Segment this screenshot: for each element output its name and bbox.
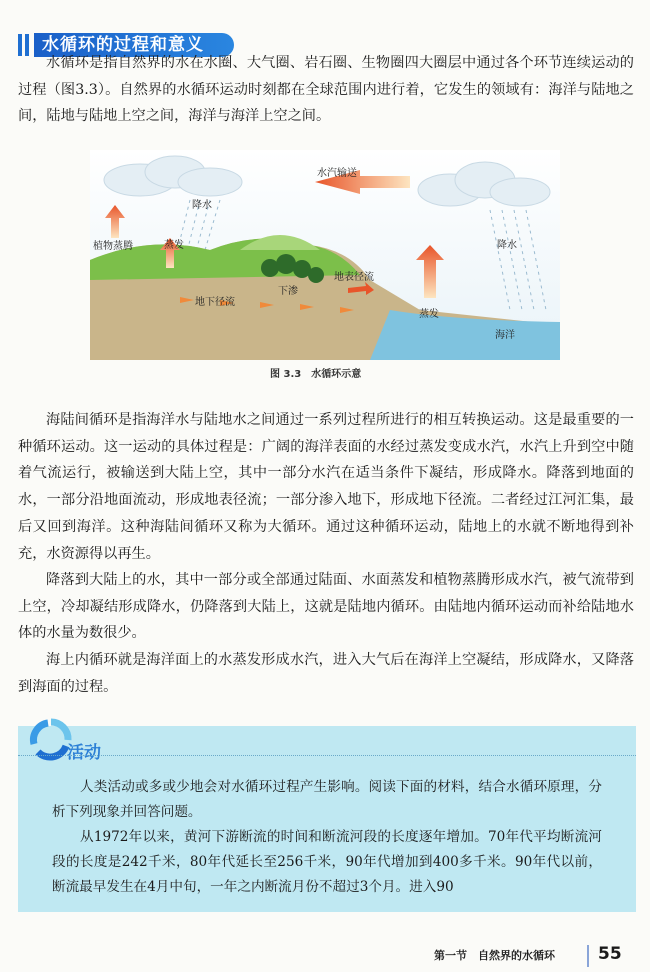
dotted-divider [18,755,636,756]
label-surface-runoff: 地表径流 [334,272,374,283]
label-evaporation-land: 蒸发 [164,240,184,251]
paragraph-land-cycle: 降落到大陆上的水，其中一部分或全部通过陆面、水面蒸发和植物蒸腾形成水汽，被气流带到上空，冷却凝结形成降水，仍降落到大陆上，这就是陆地内循环。由陆地内循环运动而补给陆地水体的水量为数很少。 [18,572,634,642]
label-infiltration: 下渗 [278,286,298,297]
paragraph-intro: 水循环是指自然界的水在水圈、大气圈、岩石圈、生物圈四大圈层中通过各个环节连续运动的过程（图3.3）。自然界的水循环运动时刻都在全球范围内进行着，它发生的领域有：海洋与陆地之间，陆地与陆地上空之间，海洋与海洋上空之间。 [18,55,634,125]
activity-paragraph-intro: 人类活动或多或少地会对水循环过程产生影响。阅读下面的材料，结合水循环原理，分析下列现象并回答问题。 [52,779,602,820]
label-vapor-transport: 水汽输送 [317,168,357,179]
activity-paragraph-yellow-river: 从1972年以来，黄河下游断流的时间和断流河段的长度逐年增加。70年代平均断流河段的长度是242千米，80年代延长至256千米，90年代增加到400多千米。90年代以前，断流最早发生在4月中旬，一年之内断流月份不超过3个月。进入90 [52,829,602,895]
label-evaporation-sea: 蒸发 [419,309,439,320]
label-precipitation-sea: 降水 [497,240,517,251]
label-precipitation-land: 降水 [192,200,212,211]
activity-title: 活动 [67,743,101,763]
paragraph-sea-land-cycle: 海陆间循环是指海洋水与陆地水之间通过一系列过程所进行的相互转换运动。这是最重要的一种循环运动。这一运动的具体过程是：广阔的海洋表面的水经过蒸发变成水汽，水汽上升到空中随着气流运行，被输送到大陆上空，其中一部分水汽在适当条件下凝结，形成降水。降落到地面的水，一部分沿地面流动，形成地表径流；一部分渗入地下，形成地下径流。二者经过江河汇集，最后又回到海洋。这种海陆间循环又称为大循环。通过这种循环运动，陆地上的水就不断地得到补充，水资源得以再生。 [18,412,634,562]
water-cycle-figure [90,150,560,360]
page-number: 55 [598,944,622,964]
figure-caption: 图 3.3 水循环示意 [270,369,362,380]
label-groundwater-runoff: 地下径流 [195,297,235,308]
paragraph-sea-cycle: 海上内循环就是海洋面上的水蒸发形成水汽，进入大气后在海洋上空凝结，形成降水，又降落到海面的过程。 [18,652,634,695]
label-transpiration: 植物蒸腾 [93,241,133,252]
footer-section: 第一节 自然界的水循环 [434,949,555,962]
label-ocean: 海洋 [495,330,515,341]
section-title: 水循环的过程和意义 [34,33,234,57]
footer-divider [587,945,589,967]
